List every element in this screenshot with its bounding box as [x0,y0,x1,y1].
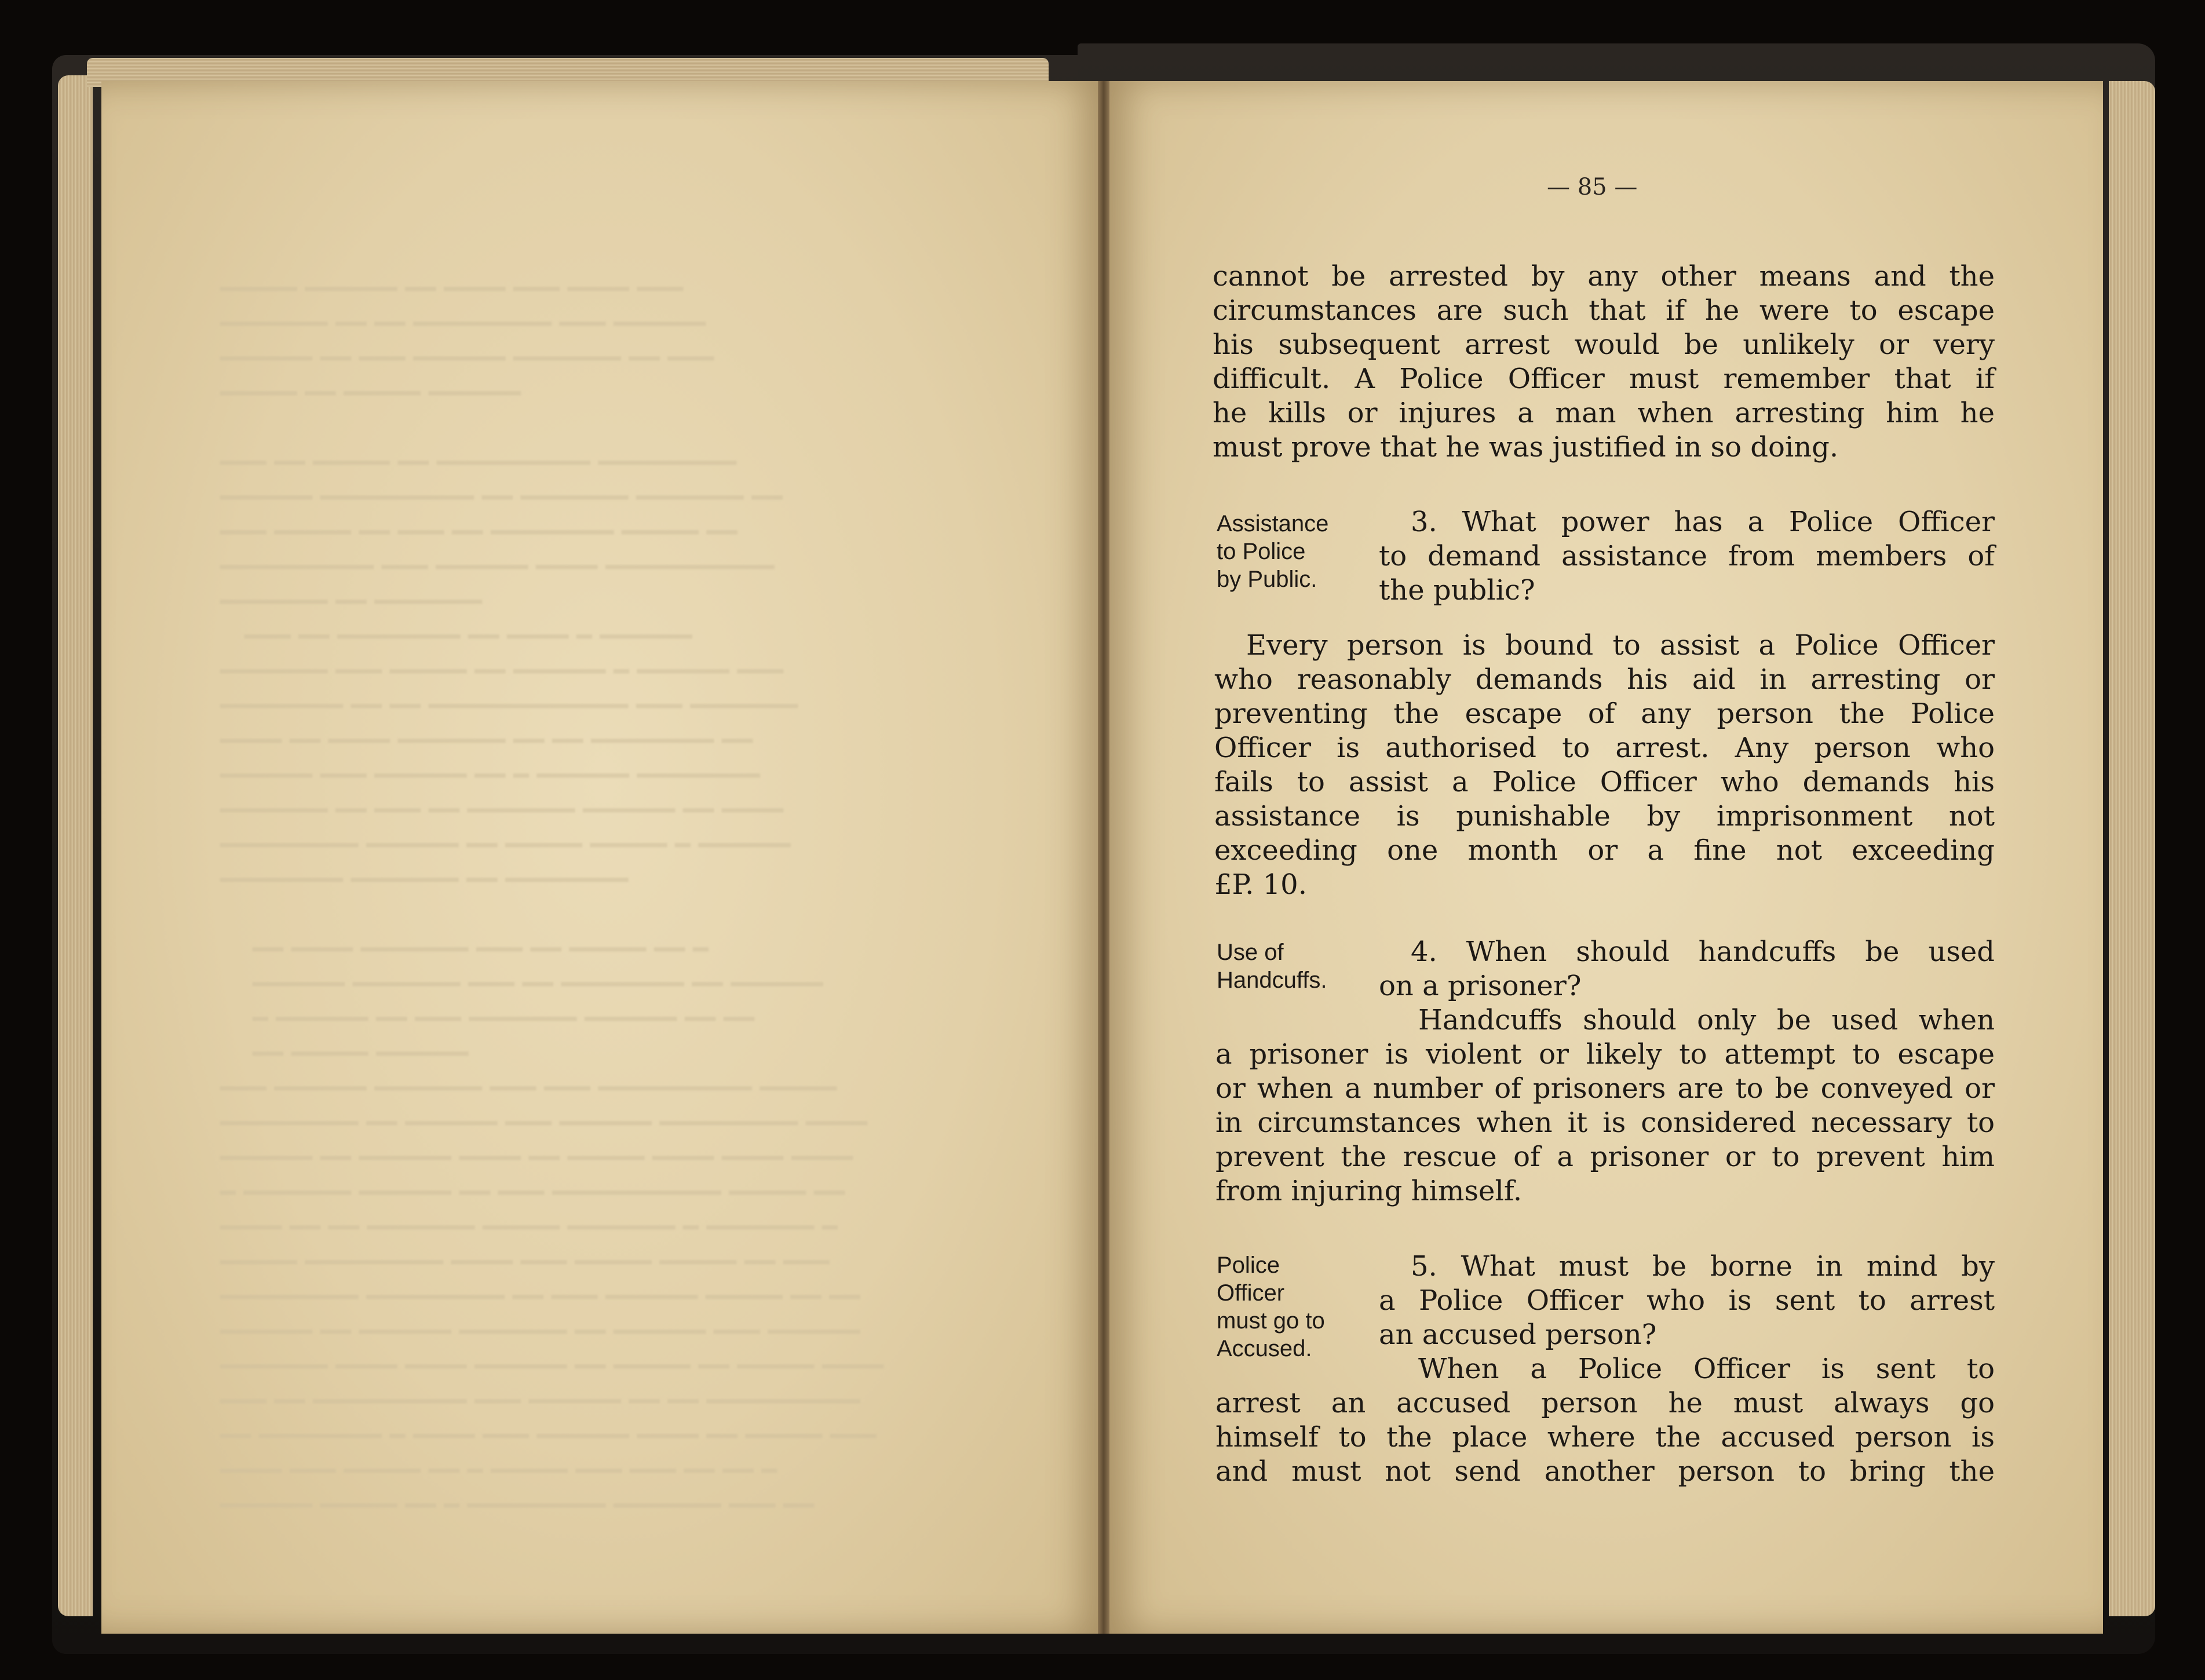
text-line: 4. When should handcuffs be used [1411,936,1995,968]
text-line: assistance is punishable by imprisonment not [1214,800,1995,832]
continuation-paragraph [1213,260,1995,465]
text-line: his subsequent arrest would be unlikely or very [1213,328,1995,361]
text-line: Every person is bound to assist a Police Officer [1246,629,1995,662]
text-line: 5. What must be borne in mind by [1411,1250,1995,1283]
text-line: the public? [1379,574,1535,607]
text-line: circumstances are such that if he were to escape [1213,294,1995,327]
text-line: himself to the place where the accused person is [1215,1421,1995,1453]
page-edges-right [2109,81,2155,1616]
question-3 [1379,505,1995,608]
text-line: on a prisoner? [1379,970,1582,1002]
text-line: who reasonably demands his aid in arresting or [1214,663,1995,696]
text-line: cannot be arrested by any other means and the [1213,260,1995,293]
margin-note-assistance: Assistance to Police by Public. [1217,511,1329,592]
page-edges-left [58,75,93,1616]
left-page-show-through: ━━━━━ ━━━━━━ ━━ ━━━━ ━━━ ━━━━ ━━━ ━━━━━━━ ━━ ━━ ━━━━━━━━━ ━━━ ━━━━━━ ━━━━━━ ━━ ━━━ ━━━━━━ ━━━━━━━ ━━ ━━━ ━━━━━ ━━ ━━━━━ ━━━━━━ ━━━ ━━ ━━━━━ ━━ ━━━━━━━━━━ ━━━━━━━━━ ━━━━━━ ━━━━━━━━━━ ━━ ━━━━━━━ ━━━━━━━ ━━ ━━━ ━━━━━ ━━ ━━━ ━━ ━━━━━━━━ ━━━━━ ━━ ━━━━━━━━━━ ━━━ ━━━━━━ ━━━━ ━━━━━━━━━━━ ━━━━━━━ ━━ ━━━━━━━ ━━━ ━━ ━━━━━━━━ ━━ ━━━━ ━ ━━━━━━ ━━━━━━━ ━━━ ━━━━━ ━━ ━━━━━━ ━ ━━━━━━ ━━━ ━━━━━━━━ ━━ ━━ ━━━━━━━━━━━━━ ━━━ ━━━━━━━ ━━━━ ━━ ━━━━ ━━━━━━━ ━━ ━━ ━━━━━━━━ ━━ ━━━━━━ ━━━ ━━━━━━ ━━ ━ ━━━━━━ ━━━━━━━━ ━━━━━━━ ━━ ━━━ ━━ ━━━━━━━ ━━━━━━ ━━ ━━━━ ━━━━━━━━━ ━━━━━━ ━━ ━━━━━ ━━━━━ ━ ━━━━━━ ━━━━━━━━ ━━━━━━━ ━━ ━━━━━━━━ ━━ ━━━━ ━━━━━━━ ━━━ ━━ ━━━━━ ━━ ━ ━━━━━━ ━━━━━━━ ━━━ ━━ ━━━━━━━━ ━━ ━━━━━━ ━ ━━━━━━ ━━ ━━━ ━━━━━━━ ━━━━━━ ━━ ━━ ━━ ━━━━━ ━━━━━━ ━━━ ━━━━━━ ━━━━━━━ ━━━ ━━━ ━━━━━━━━━━ ━━━━━ ━━━━━━━━━ ━━ ━━━━━━ ━━━ ━━━━━━ ━━━━━━━━━ ━━━━ ━━━━━━ ━━ ━━━━━━ ━━━━ ━━ ━━━━━ ━━━━ ━━━━ ━━━━ ━ ━━━━━━━ ━━━━━━ ━━ ━━━ ━━━━━━━━━━━ ━━━━━ ━━ ━━━━ ━━ ━━ ━━━━━━━ ━━━━━ ━━━━━━━ ━ ━━━━━━━ ━ ━━━━━ ━━━━━━━━━ ━━━━ ━━━ ━━━━━ ━━━━━ ━━ ━━━ ━━━━━━━━━ ━━━━━━━━━ ━━ ━━━ ━━━━━━ ━━━━━ ━━ ━━ ━━━━━━ ━━ ━━━━━━ ━━━━━━━ ━━ ━━━━━━ ━━━ ━━━━━━ ━━━━━━━ ━━━━ ━━━━ ━━━━━━ ━━ ━━━━━ ━━ ━━━━━ ━━━━ ━━━ ━━ ━━━━━━━━━━ ━━━ ━━━━━━ ━━ ━━ ━━━━━━━━━━ ━━ ━━━━━━━━ ━ ━━━━ ━━━ ━━━━━━ ━━━━ ━━ ━━━━━ ━━━ ━━━━ ━━━ ━━━━━ ━━ ━ ━━━━━ ━━━ ━━━ ━━ ━━ ━ ━━━━━━ ━━━━━ ━━ ━ ━━━━━━━━━ ━━━━━━━ ━━━ ━━ [220,275,884,1521]
text-line: exceeding one month or a fine not exceeding [1214,834,1995,867]
text-line: a prisoner is violent or likely to attempt to escape [1215,1038,1995,1071]
margin-note-handcuffs: Use of Handcuffs. [1217,940,1327,993]
text-line: must prove that he was justified in so doing. [1213,431,1839,463]
answer-3 [1214,629,1995,902]
text-line: a Police Officer who is sent to arrest [1379,1284,1995,1317]
answer-4 [1215,1003,1995,1208]
text-line: from injuring himself. [1215,1175,1523,1207]
answer-5 [1215,1352,1995,1489]
text-line: prevent the rescue of a prisoner or to prevent him [1215,1141,1995,1173]
text-line: difficult. A Police Officer must remember that if [1213,363,1995,395]
text-line: fails to assist a Police Officer who demands his [1214,766,1995,798]
book-gutter [1098,81,1109,1634]
text-line: Officer is authorised to arrest. Any person who [1214,732,1995,764]
text-line: an accused person? [1379,1319,1657,1351]
text-line: he kills or injures a man when arresting him he [1213,397,1995,429]
text-line: 3. What power has a Police Officer [1411,506,1995,538]
text-line: When a Police Officer is sent to [1418,1353,1995,1385]
text-line: preventing the escape of any person the Police [1214,697,1995,730]
text-line: to demand assistance from members of [1379,540,1995,572]
text-line: arrest an accused person he must always go [1215,1387,1995,1419]
margin-note-police-officer: Police Officer must go to Accused. [1217,1252,1325,1361]
text-line: Handcuffs should only be used when [1418,1004,1995,1036]
text-line: in circumstances when it is considered necessary to [1215,1106,1995,1139]
page-number: — 85 — [1547,174,1638,200]
question-5 [1379,1250,1995,1352]
text-line: or when a number of prisoners are to be conveyed or [1215,1072,1995,1105]
text-line: and must not send another person to bring the [1215,1455,1995,1488]
text-line: £P. 10. [1214,868,1307,901]
question-4 [1379,935,1995,1003]
